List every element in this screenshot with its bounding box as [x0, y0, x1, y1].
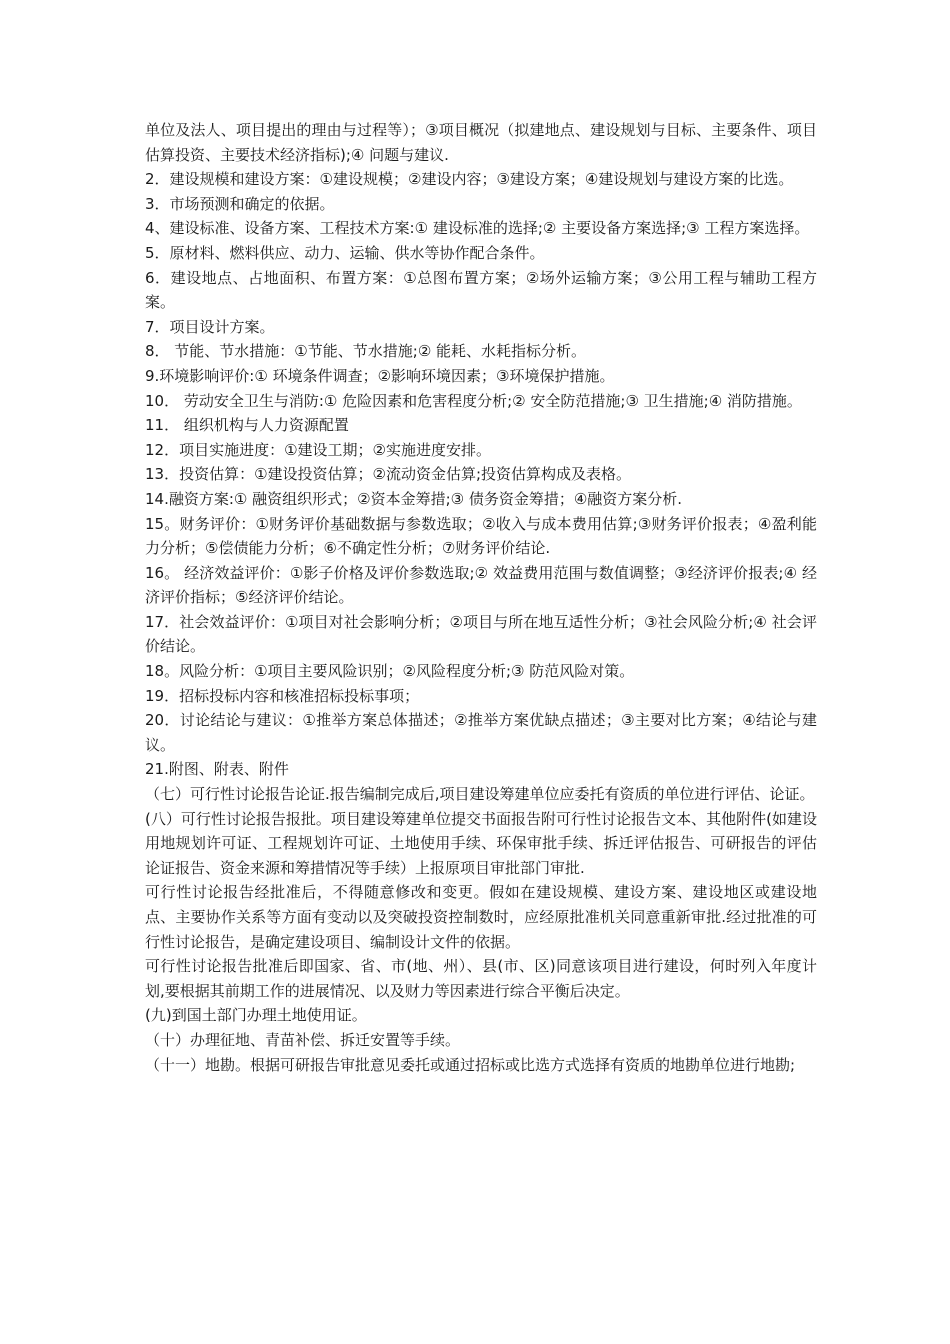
- paragraph: 10． 劳动安全卫生与消防:① 危险因素和危害程度分析;② 安全防范措施;③ 卫生措施;④ 消防措施。: [145, 391, 802, 410]
- paragraph: 20．讨论结论与建议：①推举方案总体描述；②推举方案优缺点描述；③主要对比方案；④结论与建议。: [145, 711, 817, 754]
- paragraph: 可行性讨论报告经批准后，不得随意修改和变更。假如在建设规模、建设方案、建设地区或建设地点、主要协作关系等方面有变动以及突破投资控制数时，应经原批准机关同意重新审批.经过批准的可行性讨论报告，是确定建设项目、编制设计文件的依据。: [145, 883, 817, 951]
- paragraph: 2．建设规模和建设方案：①建设规模；②建设内容；③建设方案；④建设规划与建设方案的比选。: [145, 170, 794, 189]
- paragraph: 4、建设标准、设备方案、工程技术方案:① 建设标准的选择;② 主要设备方案选择;③ 工程方案选择。: [145, 219, 810, 238]
- document-body: [145, 118, 817, 1077]
- paragraph: 9.环境影响评价:① 环境条件调查；②影响环境因素；③环境保护措施。: [145, 366, 615, 385]
- paragraph: （十一）地勘。根据可研报告审批意见委托或通过招标或比选方式选择有资质的地勘单位进行地勘;: [145, 1055, 796, 1074]
- paragraph: (九)到国土部门办理土地使用证。: [145, 1006, 367, 1025]
- paragraph: 19．招标投标内容和核准招标投标事项；: [145, 686, 420, 705]
- paragraph: 5．原材料、燃料供应、动力、运输、供水等协作配合条件。: [145, 243, 545, 262]
- paragraph: 14.融资方案:① 融资组织形式；②资本金筹措;③ 债务资金筹措；④融资方案分析.: [145, 489, 683, 508]
- paragraph: 6．建设地点、占地面积、布置方案：①总图布置方案；②场外运输方案；③公用工程与辅助工程方案。: [145, 268, 817, 312]
- paragraph: 16。 经济效益评价：①影子价格及评价参数选取;② 效益费用范围与数值调整；③经济评价报表;④ 经济评价指标；⑤经济评价结论。: [145, 563, 817, 607]
- paragraph: 7．项目设计方案。: [145, 317, 275, 336]
- paragraph: 8． 节能、节水措施：①节能、节水措施;② 能耗、水耗指标分析。: [145, 342, 587, 361]
- paragraph: （十）办理征地、青苗补偿、拆迁安置等手续。: [145, 1030, 461, 1049]
- paragraph: 17．社会效益评价：①项目对社会影响分析；②项目与所在地互适性分析；③社会风险分析;④ 社会评价结论。: [145, 612, 817, 656]
- paragraph: 11． 组织机构与人力资源配置: [145, 416, 349, 435]
- paragraph: （七）可行性讨论报告论证.报告编制完成后,项目建设筹建单位应委托有资质的单位进行评估、论证。: [145, 785, 815, 804]
- paragraph: 13．投资估算：①建设投资估算；②流动资金估算;投资估算构成及表格。: [145, 465, 632, 484]
- paragraph: 21.附图、附表、附件: [145, 760, 289, 779]
- paragraph: 单位及法人、项目提出的理由与过程等）；③项目概况（拟建地点、建设规划与目标、主要条件、项目估算投资、主要技术经济指标);④ 问题与建议.: [145, 121, 817, 164]
- paragraph: 12．项目实施进度：①建设工期；②实施进度安排。: [145, 440, 491, 459]
- paragraph: 18。风险分析：①项目主要风险识别；②风险程度分析;③ 防范风险对策。: [145, 662, 635, 681]
- paragraph: 可行性讨论报告批准后即国家、省、市(地、州）、县(市、区)同意该项目进行建设，何时列入年度计划,要根据其前期工作的进展情况、以及财力等因素进行综合平衡后决定。: [145, 957, 817, 1000]
- paragraph: 15。财务评价：①财务评价基础数据与参数选取；②收入与成本费用估算;③财务评价报表；④盈利能力分析；⑤偿债能力分析；⑥不确定性分析；⑦财务评价结论.: [145, 514, 817, 558]
- paragraph: (八）可行性讨论报告报批。项目建设筹建单位提交书面报告附可行性讨论报告文本、其他附件(如建设用地规划许可证、工程规划许可证、土地使用手续、环保审批手续、拆迁评估报告、可研报告的评估论证报告、资金来源和筹措情况等手续）上报原项目审批部门审批.: [145, 809, 817, 877]
- paragraph: 3．市场预测和确定的依据。: [145, 194, 335, 213]
